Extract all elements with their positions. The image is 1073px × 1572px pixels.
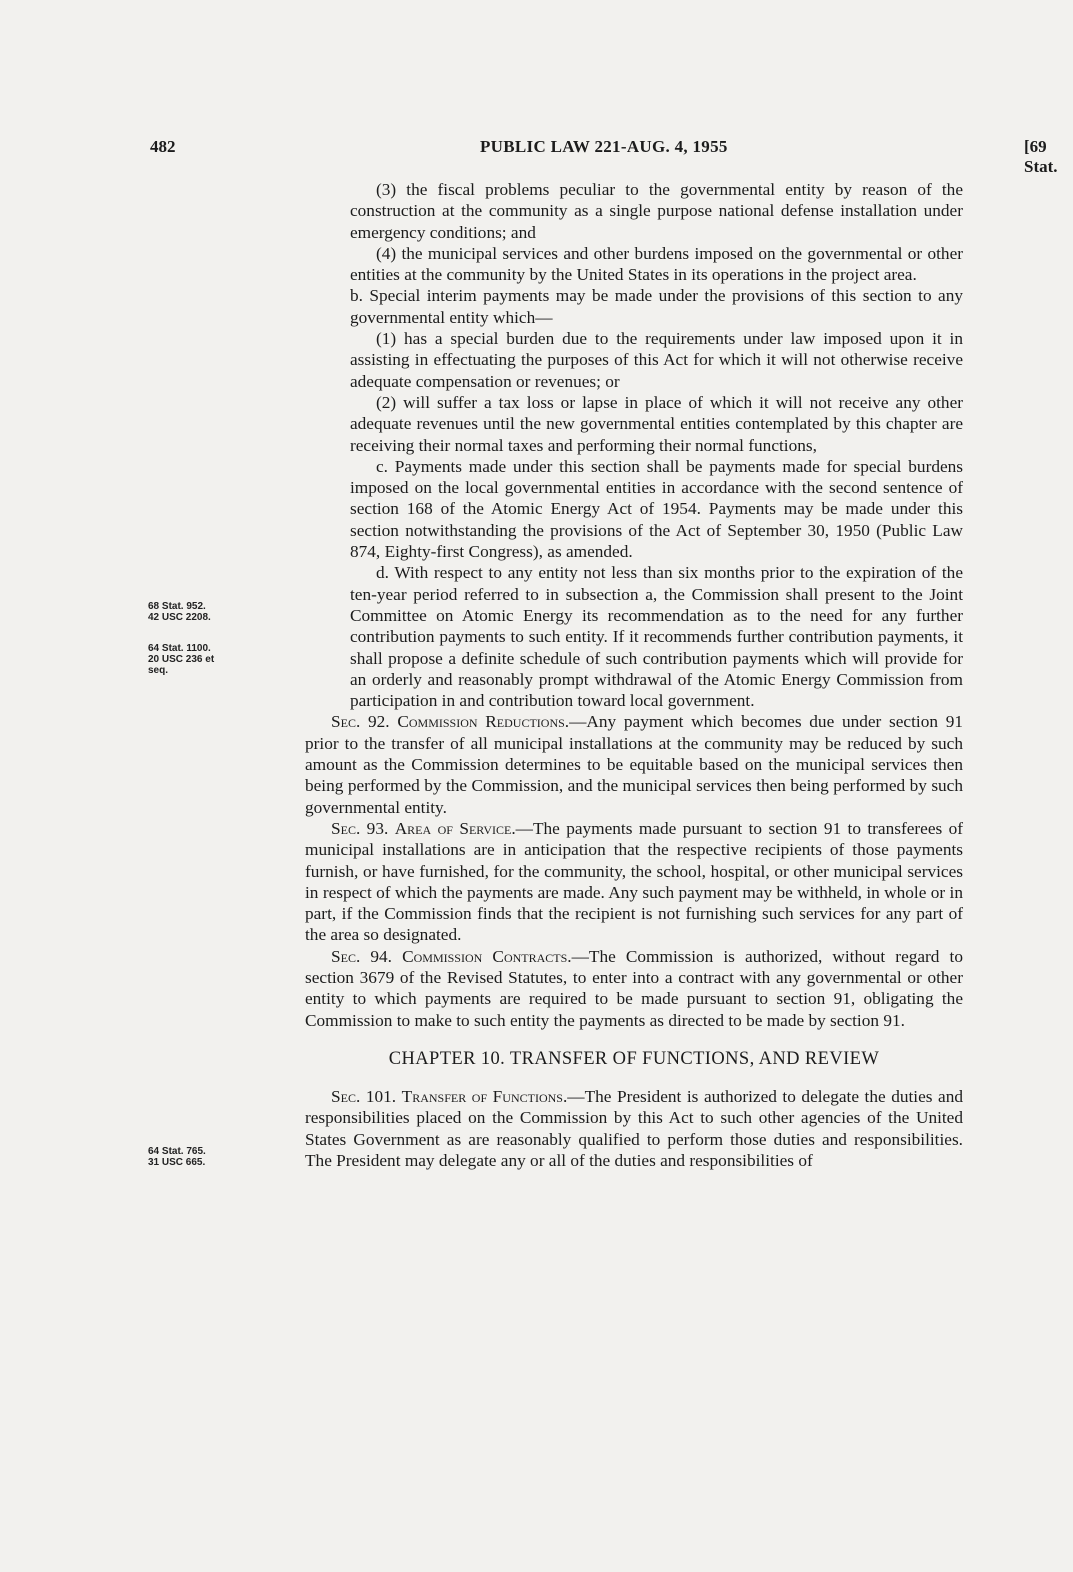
section-number: Sec. 92. (331, 712, 390, 732)
paragraph (305, 456, 963, 562)
section-text: —The Commission is authorized, without regard to section 3679 of the Revised Statutes, to enter into a contract with any governmental or other entity to which payments are required to be made pursuant to section 91, obligating the Commission to make to such entity the payments as directed to be made by section 91. (305, 946, 963, 1030)
paragraph (305, 243, 963, 286)
section-heading: Area of Service. (394, 818, 516, 838)
paragraph-text: (4) the municipal services and other burdens imposed on the governmental or other entities at the community by the United States in its operations in the project area. (350, 243, 963, 285)
section-number: Sec. 101. (331, 1087, 397, 1107)
margin-citation (148, 1146, 206, 1168)
paragraph (305, 179, 963, 243)
chapter-heading: CHAPTER 10. TRANSFER OF FUNCTIONS, AND REVIEW (388, 1048, 880, 1069)
paragraph-text: c. Payments made under this section shall be payments made for special burdens imposed on the local governmental entities in accordance with the second sentence of section 168 of the Atomic Energy Act of 1954. Payments may be made under this section notwithstanding the provisions of the Act of September 30, 1950 (Public Law 874, Eighty-first Congress), as amended. (350, 456, 963, 562)
section-text: —Any payment which becomes due under section 91 prior to the transfer of all municipal installations at the community may be reduced by such amount as the Commission determines to be equitable based on the municipal services then being performed by the Commission, and the municipal services then being performed by such governmental entity. (305, 712, 964, 817)
margin-citation (148, 601, 211, 623)
margin-citation-line: 68 Stat. 952. (148, 601, 206, 612)
section-heading: Transfer of Functions. (401, 1087, 568, 1107)
section-heading: Commission Contracts. (402, 946, 572, 966)
section-paragraph (305, 946, 963, 1031)
margin-citation-line: 31 USC 665. (148, 1157, 206, 1168)
paragraph-text: b. Special interim payments may be made under the provisions of this section to any governmental entity which— (350, 286, 963, 327)
paragraph-text: (2) will suffer a tax loss or lapse in place of which it will not receive any other adequate revenues until the new governmental entities contemplated by this chapter are receiving their normal taxes and performing their normal functions, (350, 392, 963, 455)
section-number: Sec. 94. (331, 946, 392, 966)
section-paragraph (305, 711, 963, 817)
margin-citation-line: 64 Stat. 1100. (148, 643, 211, 654)
paragraph-text: (1) has a special burden due to the requirements under law imposed upon it in assisting in effectuating the purposes of this Act for which it will not otherwise receive adequate compensation or revenues; or (350, 329, 963, 391)
paragraph (305, 285, 963, 328)
margin-citation-line: 42 USC 2208. (148, 612, 211, 623)
paragraph-text: d. With respect to any entity not less than six months prior to the expiration of the ten-year period referred to in subsection a, the Commission shall present to the Joint Committee on Atomic Energy its recommendation as to the need for any further contribution payments to such entity. If it recommends further contribution payments, it shall propose a definite schedule of such contribution payments which will provide for an orderly and reasonably prompt withdrawal of the Atomic Energy Commission from participation in and contribution toward local government. (350, 563, 963, 711)
paragraph-text: (3) the fiscal problems peculiar to the governmental entity by reason of the construction at the community as a single purpose national defense installation under emergency conditions; and (350, 180, 963, 242)
section-text: —The payments made pursuant to section 91 to transferees of municipal installations are in anticipation that the respective recipients of those payments furnish, or have furnished, for the community, the school, hospital, or other municipal services in respect of which the payments are made. Any such payment may be withheld, in whole or in part, if the Commission finds that the recipient is not furnishing such services for any part of the area so designated. (305, 818, 964, 945)
body-text (305, 179, 963, 1171)
margin-citation-line: seq. (148, 665, 169, 676)
paragraph (305, 562, 963, 711)
section-number: Sec. 93. (331, 818, 389, 838)
section-paragraph (305, 1086, 963, 1171)
header-statute: [69 Stat. (1024, 137, 1058, 176)
section-paragraph (305, 818, 963, 946)
header-title: PUBLIC LAW 221-AUG. 4, 1955 (480, 137, 728, 156)
margin-citation-line: 64 Stat. 765. (148, 1146, 206, 1157)
margin-citation (148, 643, 214, 676)
section-heading: Commission Reductions. (397, 712, 570, 732)
page-number: 482 (150, 137, 176, 156)
section-text: —The President is authorized to delegate the duties and responsibilities placed on the Commission by this Act to such other agencies of the United States Government as are reasonably qualified to perform those duties and responsibilities. The President may delegate any or all of the duties and responsibilities of (305, 1087, 964, 1171)
running-header (150, 137, 1058, 176)
paragraph (305, 392, 963, 456)
paragraph (305, 328, 963, 392)
margin-citation-line: 20 USC 236 et (148, 654, 215, 665)
